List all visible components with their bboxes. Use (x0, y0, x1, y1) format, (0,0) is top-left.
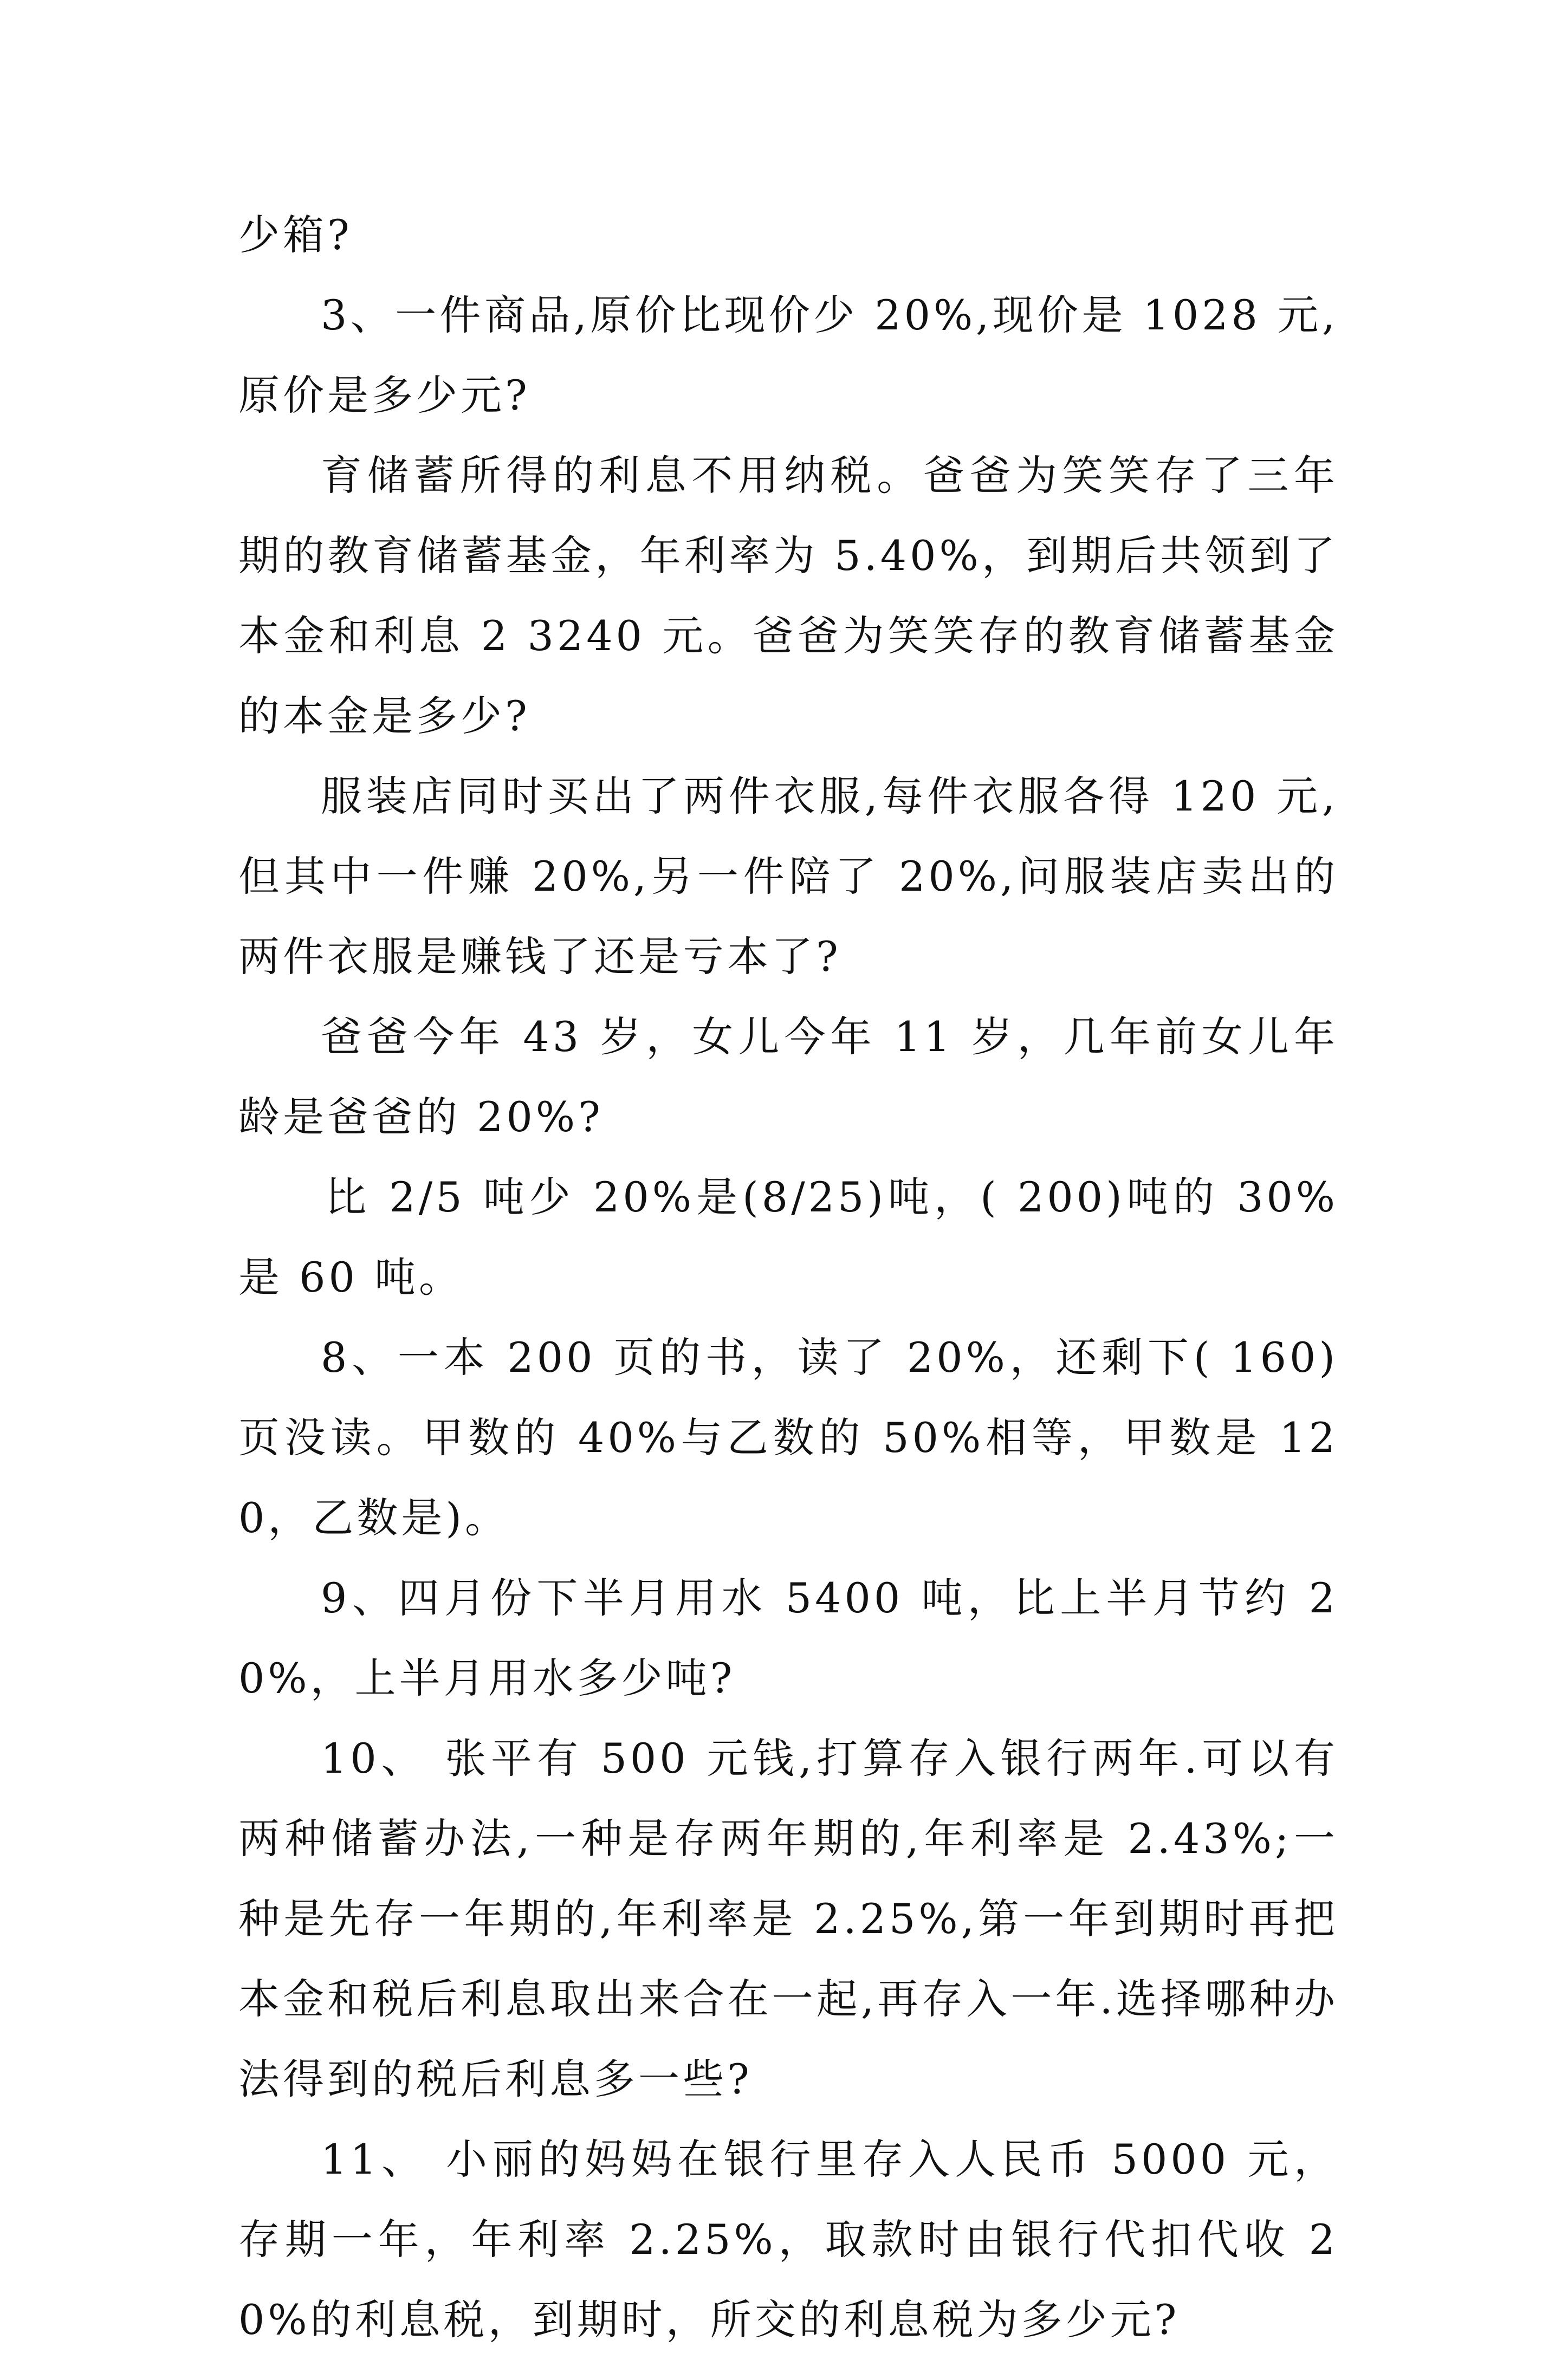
paragraph-7: 8、一本 200 页的书，读了 20%，还剩下( 160)页没读。甲数的 40%与乙数的 50%相等，甲数是 120，乙数是)。 (238, 1333, 1338, 1542)
paragraph-10: 11、 小丽的妈妈在银行里存入人民币 5000 元，存期一年，年利率 2.25%，取款时由银行代扣代收 20%的利息税，到期时，所交的利息税为多少元? (238, 2135, 1338, 2344)
paragraph-2: 3、一件商品,原价比现价少 20%,现价是 1028 元,原价是多少元? (238, 291, 1338, 419)
paragraph-4: 服装店同时买出了两件衣服,每件衣服各得 120 元,但其中一件赚 20%,另一件陪了 20%,问服装店卖出的两件衣服是赚钱了还是亏本了? (238, 772, 1338, 981)
paragraph-3: 育储蓄所得的利息不用纳税。爸爸为笑笑存了三年期的教育储蓄基金，年利率为 5.40%，到期后共领到了本金和利息 2 3240 元。爸爸为笑笑存的教育储蓄基金的本金是多少? (238, 451, 1338, 740)
document-body (238, 195, 1338, 2360)
paragraph-1: 少箱? (238, 211, 353, 259)
paragraph-6: 比 2/5 吨少 20%是(8/25)吨，( 200)吨的 30%是 60 吨。 (238, 1173, 1338, 1301)
paragraph-5: 爸爸今年 43 岁，女儿今年 11 岁，几年前女儿年龄是爸爸的 20%? (238, 1013, 1338, 1141)
paragraph-9: 10、 张平有 500 元钱,打算存入银行两年.可以有两种储蓄办法,一种是存两年期的,年利率是 2.43%;一种是先存一年期的,年利率是 2.25%,第一年到期时再把本金和税后利息取出来合在一起,再存入一年.选择哪种办法得到的税后利息多一些? (238, 1734, 1338, 2103)
paragraph-8: 9、四月份下半月用水 5400 吨，比上半月节约 20%，上半月用水多少吨? (238, 1574, 1338, 1702)
